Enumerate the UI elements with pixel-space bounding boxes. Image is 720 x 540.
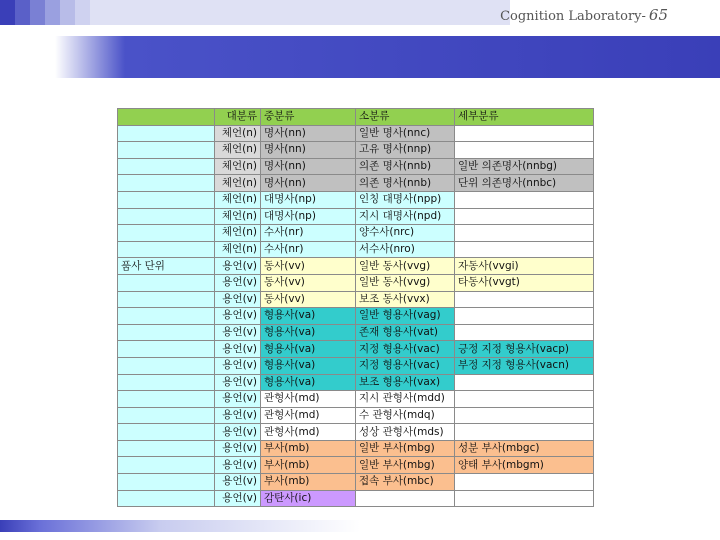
detail-category-cell bbox=[455, 291, 594, 308]
mid-category-cell: 형용사(va) bbox=[261, 374, 356, 391]
group-cell bbox=[118, 175, 215, 192]
sub-category-cell: 인칭 대명사(npp) bbox=[356, 191, 455, 208]
group-cell bbox=[118, 407, 215, 424]
mid-category-cell: 동사(vv) bbox=[261, 291, 356, 308]
group-cell bbox=[118, 308, 215, 325]
major-category-cell: 용언(v) bbox=[215, 324, 261, 341]
table-row bbox=[118, 440, 594, 457]
mid-category-cell: 부사(mb) bbox=[261, 474, 356, 491]
table-row bbox=[118, 125, 594, 142]
detail-category-cell bbox=[455, 191, 594, 208]
mid-category-cell: 명사(nn) bbox=[261, 142, 356, 159]
table-row bbox=[118, 424, 594, 441]
sub-category-cell: 보조 형용사(vax) bbox=[356, 374, 455, 391]
mid-category-cell: 부사(mb) bbox=[261, 457, 356, 474]
detail-category-cell: 타동사(vvgt) bbox=[455, 274, 594, 291]
mid-category-cell: 수사(nr) bbox=[261, 241, 356, 258]
major-category-cell: 용언(v) bbox=[215, 407, 261, 424]
title-bar bbox=[55, 36, 720, 78]
table-row bbox=[118, 407, 594, 424]
column-header: 세부분류 bbox=[455, 109, 594, 126]
band-segment bbox=[90, 0, 510, 25]
band-segment bbox=[0, 0, 15, 25]
sub-category-cell: 접속 부사(mbc) bbox=[356, 474, 455, 491]
detail-category-cell bbox=[455, 208, 594, 225]
mid-category-cell: 명사(nn) bbox=[261, 175, 356, 192]
table-header-row bbox=[118, 109, 594, 126]
major-category-cell: 용언(v) bbox=[215, 474, 261, 491]
group-cell bbox=[118, 490, 215, 507]
detail-category-cell bbox=[455, 391, 594, 408]
major-category-cell: 용언(v) bbox=[215, 424, 261, 441]
sub-category-cell: 일반 동사(vvg) bbox=[356, 258, 455, 275]
band-segment bbox=[30, 0, 45, 25]
major-category-cell: 용언(v) bbox=[215, 357, 261, 374]
page-number: 65 bbox=[648, 6, 668, 24]
column-header: 대분류 bbox=[215, 109, 261, 126]
table-row bbox=[118, 291, 594, 308]
mid-category-cell: 감탄사(ic) bbox=[261, 490, 356, 507]
detail-category-cell bbox=[455, 424, 594, 441]
detail-category-cell: 긍정 지정 형용사(vacp) bbox=[455, 341, 594, 358]
table-row bbox=[118, 374, 594, 391]
table-body bbox=[118, 125, 594, 507]
detail-category-cell bbox=[455, 142, 594, 159]
table-row bbox=[118, 474, 594, 491]
group-cell bbox=[118, 324, 215, 341]
group-cell bbox=[118, 142, 215, 159]
sub-category-cell: 보조 동사(vvx) bbox=[356, 291, 455, 308]
detail-category-cell: 양태 부사(mbgm) bbox=[455, 457, 594, 474]
detail-category-cell bbox=[455, 374, 594, 391]
group-cell bbox=[118, 274, 215, 291]
mid-category-cell: 대명사(np) bbox=[261, 208, 356, 225]
major-category-cell: 용언(v) bbox=[215, 258, 261, 275]
detail-category-cell bbox=[455, 324, 594, 341]
table-row bbox=[118, 142, 594, 159]
group-cell bbox=[118, 457, 215, 474]
sub-category-cell: 일반 명사(nnc) bbox=[356, 125, 455, 142]
sub-category-cell: 일반 부사(mbg) bbox=[356, 440, 455, 457]
group-cell bbox=[118, 341, 215, 358]
major-category-cell: 체언(n) bbox=[215, 225, 261, 242]
major-category-cell: 용언(v) bbox=[215, 308, 261, 325]
table-row bbox=[118, 158, 594, 175]
detail-category-cell bbox=[455, 407, 594, 424]
table-row bbox=[118, 324, 594, 341]
major-category-cell: 체언(n) bbox=[215, 191, 261, 208]
major-category-cell: 체언(n) bbox=[215, 175, 261, 192]
group-cell bbox=[118, 208, 215, 225]
group-cell bbox=[118, 241, 215, 258]
detail-category-cell: 일반 의존명사(nnbg) bbox=[455, 158, 594, 175]
mid-category-cell: 관형사(md) bbox=[261, 407, 356, 424]
mid-category-cell: 형용사(va) bbox=[261, 308, 356, 325]
sub-category-cell: 일반 부사(mbg) bbox=[356, 457, 455, 474]
table-row bbox=[118, 258, 594, 275]
major-category-cell: 용언(v) bbox=[215, 391, 261, 408]
sub-category-cell: 양수사(nrc) bbox=[356, 225, 455, 242]
mid-category-cell: 형용사(va) bbox=[261, 324, 356, 341]
group-cell bbox=[118, 357, 215, 374]
sub-category-cell: 의존 명사(nnb) bbox=[356, 158, 455, 175]
mid-category-cell: 명사(nn) bbox=[261, 125, 356, 142]
sub-category-cell: 성상 관형사(mds) bbox=[356, 424, 455, 441]
group-label: 품사 단위 bbox=[118, 258, 215, 275]
table-row bbox=[118, 357, 594, 374]
column-header: 중분류 bbox=[261, 109, 356, 126]
mid-category-cell: 형용사(va) bbox=[261, 357, 356, 374]
major-category-cell: 용언(v) bbox=[215, 490, 261, 507]
major-category-cell: 용언(v) bbox=[215, 457, 261, 474]
column-header bbox=[118, 109, 215, 126]
band-segment bbox=[45, 0, 60, 25]
detail-category-cell bbox=[455, 308, 594, 325]
major-category-cell: 용언(v) bbox=[215, 274, 261, 291]
table-row bbox=[118, 274, 594, 291]
major-category-cell: 용언(v) bbox=[215, 374, 261, 391]
group-cell bbox=[118, 158, 215, 175]
mid-category-cell: 수사(nr) bbox=[261, 225, 356, 242]
pos-tagset-table bbox=[117, 108, 594, 507]
sub-category-cell: 일반 동사(vvg) bbox=[356, 274, 455, 291]
major-category-cell: 체언(n) bbox=[215, 125, 261, 142]
sub-category-cell: 서수사(nro) bbox=[356, 241, 455, 258]
major-category-cell: 용언(v) bbox=[215, 440, 261, 457]
group-cell bbox=[118, 191, 215, 208]
table-row bbox=[118, 490, 594, 507]
mid-category-cell: 부사(mb) bbox=[261, 440, 356, 457]
group-cell bbox=[118, 391, 215, 408]
major-category-cell: 체언(n) bbox=[215, 208, 261, 225]
detail-category-cell bbox=[455, 241, 594, 258]
mid-category-cell: 관형사(md) bbox=[261, 424, 356, 441]
group-cell bbox=[118, 125, 215, 142]
table-row bbox=[118, 175, 594, 192]
sub-category-cell: 고유 명사(nnp) bbox=[356, 142, 455, 159]
major-category-cell: 체언(n) bbox=[215, 142, 261, 159]
page-header bbox=[500, 6, 668, 24]
table-row bbox=[118, 308, 594, 325]
bottom-decorative-band bbox=[0, 520, 720, 532]
mid-category-cell: 대명사(np) bbox=[261, 191, 356, 208]
table-head bbox=[118, 109, 594, 126]
major-category-cell: 체언(n) bbox=[215, 241, 261, 258]
group-cell bbox=[118, 474, 215, 491]
table-row bbox=[118, 241, 594, 258]
mid-category-cell: 관형사(md) bbox=[261, 391, 356, 408]
detail-category-cell: 단위 의존명사(nnbc) bbox=[455, 175, 594, 192]
sub-category-cell: 존재 형용사(vat) bbox=[356, 324, 455, 341]
band-segment bbox=[15, 0, 30, 25]
major-category-cell: 용언(v) bbox=[215, 341, 261, 358]
lab-name: Cognition Laboratory- bbox=[500, 9, 646, 24]
table-row bbox=[118, 225, 594, 242]
mid-category-cell: 명사(nn) bbox=[261, 158, 356, 175]
detail-category-cell: 성분 부사(mbgc) bbox=[455, 440, 594, 457]
group-cell bbox=[118, 291, 215, 308]
detail-category-cell bbox=[455, 490, 594, 507]
detail-category-cell bbox=[455, 225, 594, 242]
table-row bbox=[118, 191, 594, 208]
group-cell bbox=[118, 374, 215, 391]
column-header: 소분류 bbox=[356, 109, 455, 126]
band-segment bbox=[60, 0, 75, 25]
table-row bbox=[118, 457, 594, 474]
detail-category-cell: 자동사(vvgi) bbox=[455, 258, 594, 275]
sub-category-cell: 의존 명사(nnb) bbox=[356, 175, 455, 192]
group-cell bbox=[118, 424, 215, 441]
mid-category-cell: 동사(vv) bbox=[261, 274, 356, 291]
mid-category-cell: 동사(vv) bbox=[261, 258, 356, 275]
detail-category-cell bbox=[455, 125, 594, 142]
group-cell bbox=[118, 225, 215, 242]
table-row bbox=[118, 341, 594, 358]
band-segment bbox=[75, 0, 90, 25]
table-row bbox=[118, 391, 594, 408]
detail-category-cell: 부정 지정 형용사(vacn) bbox=[455, 357, 594, 374]
sub-category-cell: 일반 형용사(vag) bbox=[356, 308, 455, 325]
sub-category-cell: 지시 관형사(mdd) bbox=[356, 391, 455, 408]
mid-category-cell: 형용사(va) bbox=[261, 341, 356, 358]
major-category-cell: 용언(v) bbox=[215, 291, 261, 308]
sub-category-cell: 수 관형사(mdq) bbox=[356, 407, 455, 424]
table-row bbox=[118, 208, 594, 225]
detail-category-cell bbox=[455, 474, 594, 491]
major-category-cell: 체언(n) bbox=[215, 158, 261, 175]
sub-category-cell: 지정 형용사(vac) bbox=[356, 341, 455, 358]
sub-category-cell: 지정 형용사(vac) bbox=[356, 357, 455, 374]
group-cell bbox=[118, 440, 215, 457]
sub-category-cell: 지시 대명사(npd) bbox=[356, 208, 455, 225]
sub-category-cell bbox=[356, 490, 455, 507]
